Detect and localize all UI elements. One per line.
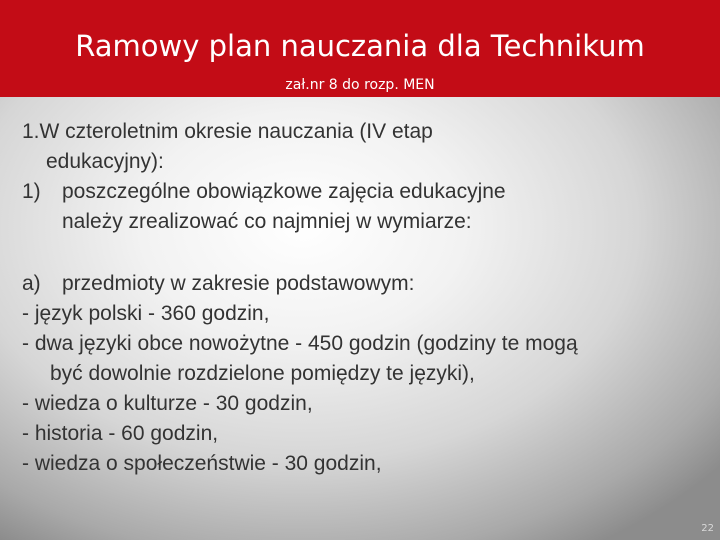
subject-foreign-languages-note: być dowolnie rozdzielone pomiędzy te języki),	[50, 362, 475, 385]
slide-subtitle: zał.nr 8 do rozp. MEN	[285, 77, 435, 93]
list-item-1-continuation: należy zrealizować co najmniej w wymiarze:	[62, 210, 472, 233]
subject-polish: - język polski - 360 godzin,	[22, 302, 270, 325]
title-bar	[0, 0, 720, 97]
subject-culture: - wiedza o kulturze - 30 godzin,	[22, 392, 313, 415]
slide-number: 22	[701, 523, 714, 534]
list-item-1-number: 1)	[22, 180, 41, 203]
spacer	[22, 237, 712, 269]
slide-title: Ramowy plan nauczania dla Technikum	[75, 29, 645, 63]
list-item-1	[22, 177, 712, 207]
subject-history: - historia - 60 godzin,	[22, 422, 219, 445]
paragraph-1-line-2: edukacyjny):	[46, 150, 164, 173]
subject-civics: - wiedza o społeczeństwie - 30 godzin,	[22, 452, 382, 475]
sublist-a	[22, 269, 712, 299]
subject-foreign-languages: - dwa języki obce nowożytne - 450 godzin (godziny te mogą	[22, 332, 578, 355]
paragraph-1-line-1: 1.W czteroletnim okresie nauczania (IV etap	[22, 120, 433, 143]
slide-body	[22, 117, 712, 479]
sublist-a-text: przedmioty w zakresie podstawowym:	[62, 272, 415, 295]
list-item-1-text: poszczególne obowiązkowe zajęcia edukacyjne	[62, 180, 506, 203]
sublist-a-letter: a)	[22, 272, 41, 295]
